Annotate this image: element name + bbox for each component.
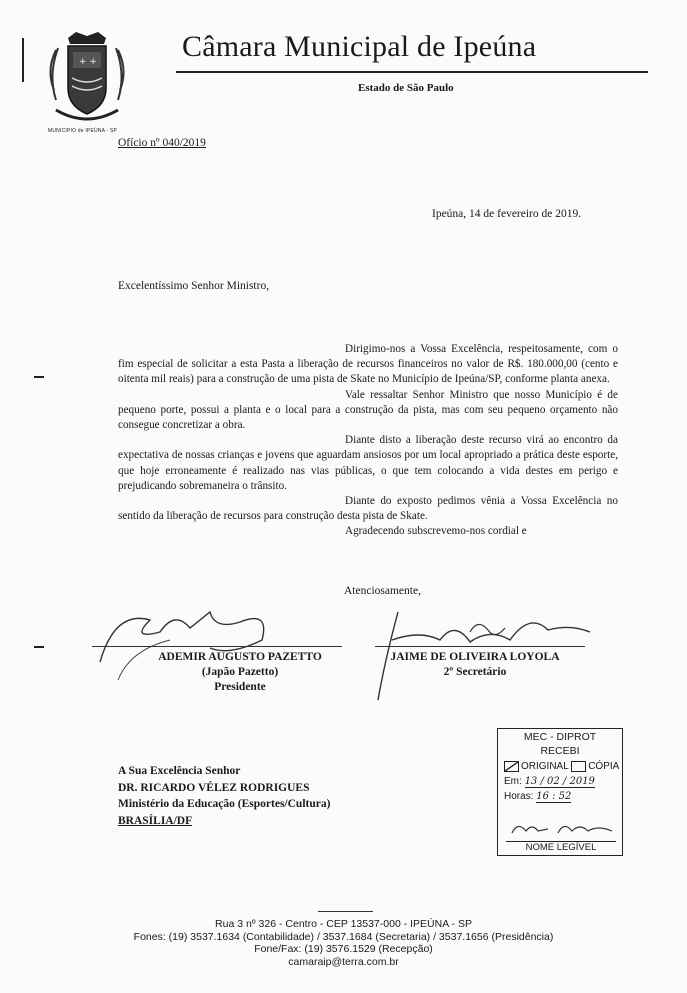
receipt-stamp: [497, 728, 623, 856]
municipal-crest-icon: [46, 30, 128, 130]
letter-body: [118, 342, 618, 540]
stamp-time-row: [504, 791, 622, 802]
punch-mark-1: [34, 376, 44, 378]
footer-divider: [318, 911, 373, 912]
president-name: ADEMIR AUGUSTO PAZETTO: [158, 651, 322, 663]
state-subtitle: Estado de São Paulo: [358, 82, 454, 94]
president-role: Presidente: [214, 681, 266, 693]
secretary-name: JAIME DE OLIVEIRA LOYOLA: [390, 651, 560, 663]
recipient-line-3: Ministério da Educação (Esportes/Cultura): [118, 798, 331, 810]
original-label: ORIGINAL: [521, 761, 569, 773]
letter-date: Ipeúna, 14 de fevereiro de 2019.: [432, 208, 582, 220]
stamp-received: RECEBI: [540, 745, 580, 757]
date-label: Em:: [504, 776, 522, 788]
paragraph-5: Agradecendo subscrevemo-nos cordial e: [345, 525, 527, 538]
footer-fax: Fone/Fax: (19) 3576.1529 (Recepção): [254, 943, 433, 955]
time-label: Horas:: [504, 791, 534, 803]
president-signature-block: [140, 650, 340, 695]
recipient-line-4: BRASÍLIA/DF: [118, 814, 193, 827]
punch-mark-2: [34, 646, 44, 648]
stamp-date-row: [504, 776, 622, 787]
secretary-signature-block: [375, 650, 575, 680]
chamber-title: Câmara Municipal de Ipeúna: [182, 30, 537, 63]
receiver-signature-icon: [508, 819, 616, 839]
recipient-line-1: A Sua Excelência Senhor: [118, 765, 241, 777]
paragraph-1: Dirigimo-nos a Vossa Excelência, respeitosamente, com o fim especial de solicitar a esta Pasta a liberação de recursos financeiros no valor de R$. 180.000,00 (cento e oitenta mil reais) para a construção de uma pista de Skate no Município de Ipeúna/SP, conforme planta anexa.: [118, 343, 618, 386]
footer-email: camaraip@terra.com.br: [288, 955, 399, 968]
time-value: 16 : 52: [536, 791, 572, 803]
stamp-type-row: [504, 761, 622, 772]
signature-line-secretary: [375, 646, 585, 647]
footer: [0, 918, 687, 968]
date-value: 13 / 02 / 2019: [524, 776, 595, 788]
footer-address: Rua 3 nº 326 - Centro - CEP 13537-000 - IPEÚNA - SP: [215, 918, 472, 930]
crest-caption: MUNICIPIO de IPEÚNA - SP: [48, 128, 117, 134]
original-checkbox-icon: [504, 761, 519, 772]
svg-text:+ +: + +: [79, 57, 97, 67]
secretary-role: 2º Secretário: [443, 666, 507, 678]
president-nickname: (Japão Pazetto): [201, 666, 279, 678]
paragraph-3: Diante disto a liberação deste recurso virá ao encontro da expectativa de nossas crianças e jovens que aguardam ansiosos por um local apropriado a prática deste esporte, que hoje erroneamente é realizado nas vias públicas, o que tem colocando a vida destes em perigo e prejudicando sobremaneira o trânsito.: [118, 434, 618, 492]
paragraph-2: Vale ressaltar Senhor Ministro que nosso Município é de pequeno porte, possui a planta e o local para a construção da pista, mas com seu pequeno orçamento não consegue concretizar a obra.: [118, 388, 618, 432]
copy-label: CÓPIA: [588, 761, 620, 773]
letter-reference: Ofício nº 040/2019: [118, 137, 206, 149]
closing: Atenciosamente,: [344, 585, 421, 597]
stamp-title: MEC - DIPROT: [523, 731, 597, 743]
paragraph-4: Diante do exposto pedimos vênia a Vossa Excelência no sentido da liberação de recursos para construção desta pista de Skate.: [118, 495, 618, 523]
recipient-block: [118, 763, 330, 829]
salutation: Excelentíssimo Senhor Ministro,: [118, 280, 270, 292]
title-underline: [176, 71, 648, 73]
footer-phones: Fones: (19) 3537.1634 (Contabilidade) / 3537.1684 (Secretaria) / 3537.1656 (Presidência): [133, 930, 554, 943]
binder-mark: [22, 38, 24, 82]
recipient-line-2: DR. RICARDO VÉLEZ RODRIGUES: [118, 781, 310, 794]
legible-name-label: NOME LEGÍVEL: [506, 841, 616, 853]
copy-checkbox-icon: [571, 761, 586, 772]
signature-line-president: [92, 646, 342, 647]
